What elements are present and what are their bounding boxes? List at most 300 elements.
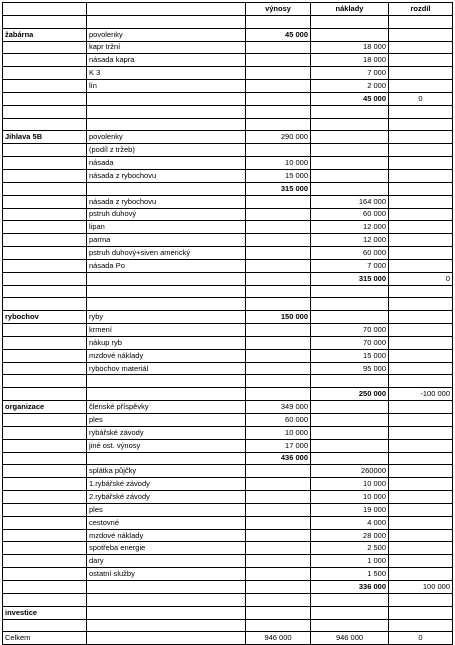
item-cell[interactable]: (podíl z tržeb)	[87, 144, 246, 157]
costs-cell[interactable]	[311, 401, 389, 414]
revenue-cell[interactable]	[246, 80, 311, 93]
table-row	[3, 234, 453, 247]
costs-cell[interactable]: 70 000	[311, 336, 389, 349]
costs-cell[interactable]: 28 000	[311, 529, 389, 542]
costs-cell[interactable]	[311, 144, 389, 157]
item-cell[interactable]: pstruh duhový+siven americký	[87, 247, 246, 260]
costs-cell[interactable]: 60 000	[311, 208, 389, 221]
costs-cell[interactable]: 7 000	[311, 67, 389, 80]
revenue-cell[interactable]	[246, 41, 311, 54]
diff-cell[interactable]	[389, 426, 453, 439]
item-cell[interactable]: nákup ryb	[87, 336, 246, 349]
revenue-cell[interactable]: 290 000	[246, 131, 311, 144]
table-row	[3, 452, 453, 465]
revenue-cell[interactable]	[246, 478, 311, 491]
revenue-cell[interactable]	[246, 375, 311, 388]
item-cell[interactable]	[87, 580, 246, 593]
section-cell[interactable]	[3, 619, 87, 632]
header-cell-item[interactable]	[87, 3, 246, 16]
costs-cell[interactable]: 70 000	[311, 324, 389, 337]
costs-cell[interactable]: 1 000	[311, 555, 389, 568]
revenue-cell[interactable]	[246, 15, 311, 28]
table-row	[3, 259, 453, 272]
diff-cell[interactable]	[389, 414, 453, 427]
section-cell[interactable]	[3, 593, 87, 606]
section-cell[interactable]	[3, 478, 87, 491]
table-row	[3, 491, 453, 504]
section-cell[interactable]	[3, 144, 87, 157]
costs-cell[interactable]	[311, 118, 389, 131]
total-label[interactable]: Celkem	[3, 632, 87, 645]
diff-cell[interactable]	[389, 157, 453, 170]
costs-cell[interactable]: 15 000	[311, 349, 389, 362]
item-cell[interactable]	[87, 92, 246, 105]
costs-cell[interactable]: 336 000	[311, 580, 389, 593]
item-cell[interactable]: násada z rybochovu	[87, 169, 246, 182]
item-cell[interactable]: rybářské závody	[87, 426, 246, 439]
item-cell[interactable]: násada z rybochovu	[87, 195, 246, 208]
revenue-cell[interactable]	[246, 529, 311, 542]
revenue-cell[interactable]	[246, 491, 311, 504]
table-row	[3, 349, 453, 362]
revenue-cell[interactable]	[246, 105, 311, 118]
item-cell[interactable]: parma	[87, 234, 246, 247]
item-cell[interactable]	[87, 593, 246, 606]
revenue-cell[interactable]	[246, 516, 311, 529]
revenue-cell[interactable]: 15 000	[246, 169, 311, 182]
revenue-cell[interactable]	[246, 555, 311, 568]
section-cell[interactable]	[3, 234, 87, 247]
table-row	[3, 503, 453, 516]
table-row	[3, 298, 453, 311]
diff-cell[interactable]	[389, 516, 453, 529]
revenue-cell[interactable]: 60 000	[246, 414, 311, 427]
table-row	[3, 388, 453, 401]
revenue-cell[interactable]	[246, 259, 311, 272]
costs-cell[interactable]: 95 000	[311, 362, 389, 375]
diff-cell[interactable]	[389, 362, 453, 375]
header-cell-section[interactable]	[3, 3, 87, 16]
costs-cell[interactable]: 18 000	[311, 41, 389, 54]
item-cell[interactable]: ples	[87, 414, 246, 427]
item-cell[interactable]	[87, 298, 246, 311]
item-cell[interactable]: jiné ost. výnosy	[87, 439, 246, 452]
table-row	[3, 285, 453, 298]
section-cell[interactable]	[3, 195, 87, 208]
diff-cell[interactable]: -100 000	[389, 388, 453, 401]
costs-cell[interactable]	[311, 15, 389, 28]
item-cell[interactable]	[87, 619, 246, 632]
item-cell[interactable]	[87, 452, 246, 465]
section-cell[interactable]	[3, 426, 87, 439]
item-cell[interactable]	[87, 105, 246, 118]
revenue-cell[interactable]	[246, 234, 311, 247]
diff-cell[interactable]	[389, 568, 453, 581]
revenue-cell[interactable]	[246, 542, 311, 555]
diff-cell[interactable]	[389, 182, 453, 195]
diff-cell[interactable]	[389, 336, 453, 349]
table-row	[3, 362, 453, 375]
diff-cell[interactable]	[389, 80, 453, 93]
costs-cell[interactable]: 2 500	[311, 542, 389, 555]
diff-cell[interactable]	[389, 439, 453, 452]
total-costs[interactable]: 946 000	[311, 632, 389, 645]
table-row	[3, 157, 453, 170]
table-row	[3, 118, 453, 131]
table-row	[3, 465, 453, 478]
section-cell[interactable]: Jihlava 5B	[3, 131, 87, 144]
diff-cell[interactable]	[389, 131, 453, 144]
table-row	[3, 606, 453, 619]
table-row	[3, 272, 453, 285]
diff-cell[interactable]	[389, 529, 453, 542]
item-cell[interactable]: mzdové náklady	[87, 529, 246, 542]
section-cell[interactable]	[3, 247, 87, 260]
table-row	[3, 131, 453, 144]
section-cell[interactable]	[3, 542, 87, 555]
diff-cell[interactable]	[389, 298, 453, 311]
item-cell[interactable]	[87, 388, 246, 401]
diff-cell[interactable]	[389, 555, 453, 568]
diff-cell[interactable]	[389, 542, 453, 555]
item-cell[interactable]	[87, 272, 246, 285]
table-row	[3, 182, 453, 195]
item-cell[interactable]: kapr tržní	[87, 41, 246, 54]
diff-cell[interactable]	[389, 105, 453, 118]
diff-cell[interactable]	[389, 375, 453, 388]
revenue-cell[interactable]	[246, 118, 311, 131]
table-row	[3, 426, 453, 439]
revenue-cell[interactable]: 17 000	[246, 439, 311, 452]
costs-cell[interactable]	[311, 28, 389, 41]
costs-cell[interactable]: 12 000	[311, 221, 389, 234]
item-cell[interactable]: K 3	[87, 67, 246, 80]
revenue-cell[interactable]	[246, 221, 311, 234]
costs-cell[interactable]	[311, 606, 389, 619]
diff-cell[interactable]	[389, 169, 453, 182]
revenue-cell[interactable]	[246, 92, 311, 105]
table-row	[3, 67, 453, 80]
section-cell[interactable]	[3, 414, 87, 427]
diff-cell[interactable]: 0	[389, 272, 453, 285]
item-cell[interactable]: členské příspěvky	[87, 401, 246, 414]
section-cell[interactable]	[3, 118, 87, 131]
revenue-cell[interactable]	[246, 195, 311, 208]
costs-cell[interactable]: 19 000	[311, 503, 389, 516]
header-row	[3, 3, 453, 16]
item-cell[interactable]: násada	[87, 157, 246, 170]
section-cell[interactable]	[3, 362, 87, 375]
diff-cell[interactable]	[389, 478, 453, 491]
table-row	[3, 41, 453, 54]
item-cell[interactable]: splátka půjčky	[87, 465, 246, 478]
section-cell[interactable]	[3, 157, 87, 170]
header-revenue[interactable]: výnosy	[246, 3, 311, 16]
table-row	[3, 28, 453, 41]
table-row	[3, 375, 453, 388]
costs-cell[interactable]: 164 000	[311, 195, 389, 208]
item-cell[interactable]: povolenky	[87, 131, 246, 144]
costs-cell[interactable]: 2 000	[311, 80, 389, 93]
diff-cell[interactable]	[389, 619, 453, 632]
costs-cell[interactable]	[311, 452, 389, 465]
section-cell[interactable]	[3, 80, 87, 93]
table-row	[3, 247, 453, 260]
costs-cell[interactable]: 10 000	[311, 491, 389, 504]
section-cell[interactable]	[3, 580, 87, 593]
costs-cell[interactable]	[311, 298, 389, 311]
revenue-cell[interactable]: 150 000	[246, 311, 311, 324]
section-cell[interactable]	[3, 465, 87, 478]
diff-cell[interactable]	[389, 465, 453, 478]
revenue-cell[interactable]: 315 000	[246, 182, 311, 195]
section-cell[interactable]	[3, 324, 87, 337]
item-cell[interactable]: lipan	[87, 221, 246, 234]
diff-cell[interactable]	[389, 41, 453, 54]
costs-cell[interactable]	[311, 619, 389, 632]
table-row	[3, 324, 453, 337]
item-cell[interactable]	[87, 285, 246, 298]
diff-cell[interactable]: 0	[389, 92, 453, 105]
section-cell[interactable]	[3, 259, 87, 272]
revenue-cell[interactable]	[246, 362, 311, 375]
revenue-cell[interactable]	[246, 67, 311, 80]
diff-cell[interactable]	[389, 28, 453, 41]
diff-cell[interactable]	[389, 221, 453, 234]
costs-cell[interactable]: 45 000	[311, 92, 389, 105]
section-cell[interactable]	[3, 349, 87, 362]
diff-cell[interactable]	[389, 208, 453, 221]
section-cell[interactable]	[3, 491, 87, 504]
table-row	[3, 105, 453, 118]
table-row	[3, 144, 453, 157]
table-row	[3, 169, 453, 182]
diff-cell[interactable]: 100 000	[389, 580, 453, 593]
revenue-cell[interactable]: 349 000	[246, 401, 311, 414]
costs-cell[interactable]	[311, 182, 389, 195]
table-row	[3, 516, 453, 529]
revenue-cell[interactable]: 10 000	[246, 157, 311, 170]
section-cell[interactable]: žabárna	[3, 28, 87, 41]
table-row	[3, 478, 453, 491]
table-row	[3, 80, 453, 93]
section-cell[interactable]	[3, 41, 87, 54]
table-row	[3, 401, 453, 414]
item-cell[interactable]: ryby	[87, 311, 246, 324]
revenue-cell[interactable]	[246, 336, 311, 349]
costs-cell[interactable]: 1 500	[311, 568, 389, 581]
item-cell[interactable]	[87, 182, 246, 195]
item-cell[interactable]: cestovné	[87, 516, 246, 529]
section-cell[interactable]	[3, 336, 87, 349]
costs-cell[interactable]	[311, 131, 389, 144]
diff-cell[interactable]	[389, 15, 453, 28]
total-empty-cell[interactable]	[87, 632, 246, 645]
diff-cell[interactable]	[389, 503, 453, 516]
costs-cell[interactable]	[311, 157, 389, 170]
costs-cell[interactable]: 250 000	[311, 388, 389, 401]
section-cell[interactable]	[3, 516, 87, 529]
table-body	[3, 3, 453, 645]
header-diff[interactable]: rozdíl	[389, 3, 453, 16]
section-cell[interactable]	[3, 529, 87, 542]
revenue-cell[interactable]	[246, 144, 311, 157]
revenue-cell[interactable]	[246, 606, 311, 619]
item-cell[interactable]	[87, 15, 246, 28]
costs-cell[interactable]: 315 000	[311, 272, 389, 285]
table-row	[3, 580, 453, 593]
item-cell[interactable]: násada kapra	[87, 54, 246, 67]
revenue-cell[interactable]	[246, 208, 311, 221]
table-row	[3, 439, 453, 452]
diff-cell[interactable]	[389, 118, 453, 131]
revenue-cell[interactable]	[246, 465, 311, 478]
table-row	[3, 542, 453, 555]
section-cell[interactable]	[3, 105, 87, 118]
revenue-cell[interactable]	[246, 580, 311, 593]
revenue-cell[interactable]	[246, 247, 311, 260]
table-row	[3, 555, 453, 568]
table-row	[3, 336, 453, 349]
diff-cell[interactable]	[389, 54, 453, 67]
item-cell[interactable]	[87, 606, 246, 619]
section-cell[interactable]	[3, 15, 87, 28]
table-row	[3, 208, 453, 221]
revenue-cell[interactable]: 10 000	[246, 426, 311, 439]
table-row	[3, 195, 453, 208]
item-cell[interactable]: povolenky	[87, 28, 246, 41]
budget-table	[2, 2, 453, 645]
costs-cell[interactable]: 4 000	[311, 516, 389, 529]
item-cell[interactable]: 1.rybářské závody	[87, 478, 246, 491]
revenue-cell[interactable]	[246, 503, 311, 516]
revenue-cell[interactable]	[246, 285, 311, 298]
table-row	[3, 54, 453, 67]
costs-cell[interactable]	[311, 169, 389, 182]
section-cell[interactable]	[3, 67, 87, 80]
costs-cell[interactable]: 18 000	[311, 54, 389, 67]
diff-cell[interactable]	[389, 144, 453, 157]
revenue-cell[interactable]	[246, 593, 311, 606]
section-cell[interactable]: rybochov	[3, 311, 87, 324]
item-cell[interactable]: 2.rybářské závody	[87, 491, 246, 504]
section-cell[interactable]	[3, 298, 87, 311]
revenue-cell[interactable]	[246, 54, 311, 67]
table-row	[3, 529, 453, 542]
header-costs[interactable]: náklady	[311, 3, 389, 16]
item-cell[interactable]: lín	[87, 80, 246, 93]
diff-cell[interactable]	[389, 349, 453, 362]
item-cell[interactable]	[87, 375, 246, 388]
revenue-cell[interactable]: 436 000	[246, 452, 311, 465]
revenue-cell[interactable]	[246, 272, 311, 285]
item-cell[interactable]: ples	[87, 503, 246, 516]
revenue-cell[interactable]: 45 000	[246, 28, 311, 41]
section-cell[interactable]	[3, 92, 87, 105]
section-cell[interactable]	[3, 388, 87, 401]
costs-cell[interactable]: 12 000	[311, 234, 389, 247]
diff-cell[interactable]	[389, 311, 453, 324]
diff-cell[interactable]	[389, 285, 453, 298]
costs-cell[interactable]	[311, 105, 389, 118]
section-cell[interactable]	[3, 272, 87, 285]
revenue-cell[interactable]	[246, 619, 311, 632]
total-diff[interactable]: 0	[389, 632, 453, 645]
revenue-cell[interactable]	[246, 349, 311, 362]
item-cell[interactable]: násada Po	[87, 259, 246, 272]
section-cell[interactable]	[3, 221, 87, 234]
costs-cell[interactable]: 260000	[311, 465, 389, 478]
section-cell[interactable]	[3, 503, 87, 516]
section-cell[interactable]	[3, 439, 87, 452]
costs-cell[interactable]: 7 000	[311, 259, 389, 272]
item-cell[interactable]: dary	[87, 555, 246, 568]
item-cell[interactable]: krmení	[87, 324, 246, 337]
section-cell[interactable]	[3, 555, 87, 568]
section-cell[interactable]	[3, 208, 87, 221]
diff-cell[interactable]	[389, 452, 453, 465]
diff-cell[interactable]	[389, 234, 453, 247]
section-cell[interactable]	[3, 375, 87, 388]
section-cell[interactable]	[3, 568, 87, 581]
table-row	[3, 568, 453, 581]
revenue-cell[interactable]	[246, 568, 311, 581]
section-cell[interactable]	[3, 182, 87, 195]
diff-cell[interactable]	[389, 67, 453, 80]
item-cell[interactable]: spotřeba energie	[87, 542, 246, 555]
diff-cell[interactable]	[389, 401, 453, 414]
diff-cell[interactable]	[389, 259, 453, 272]
section-cell[interactable]: investice	[3, 606, 87, 619]
section-cell[interactable]	[3, 452, 87, 465]
item-cell[interactable]	[87, 118, 246, 131]
item-cell[interactable]: rybochov materiál	[87, 362, 246, 375]
costs-cell[interactable]	[311, 426, 389, 439]
revenue-cell[interactable]	[246, 298, 311, 311]
section-cell[interactable]	[3, 169, 87, 182]
revenue-cell[interactable]	[246, 388, 311, 401]
table-row	[3, 221, 453, 234]
costs-cell[interactable]	[311, 311, 389, 324]
costs-cell[interactable]: 10 000	[311, 478, 389, 491]
section-cell[interactable]: organizace	[3, 401, 87, 414]
costs-cell[interactable]: 60 000	[311, 247, 389, 260]
diff-cell[interactable]	[389, 593, 453, 606]
diff-cell[interactable]	[389, 247, 453, 260]
costs-cell[interactable]	[311, 375, 389, 388]
section-cell[interactable]	[3, 54, 87, 67]
item-cell[interactable]: pstruh duhový	[87, 208, 246, 221]
costs-cell[interactable]	[311, 439, 389, 452]
costs-cell[interactable]	[311, 285, 389, 298]
diff-cell[interactable]	[389, 606, 453, 619]
costs-cell[interactable]	[311, 414, 389, 427]
diff-cell[interactable]	[389, 324, 453, 337]
diff-cell[interactable]	[389, 491, 453, 504]
table-row	[3, 619, 453, 632]
revenue-cell[interactable]	[246, 324, 311, 337]
table-row	[3, 92, 453, 105]
table-row	[3, 15, 453, 28]
table-row	[3, 593, 453, 606]
item-cell[interactable]: ostatní služby	[87, 568, 246, 581]
section-cell[interactable]	[3, 285, 87, 298]
diff-cell[interactable]	[389, 195, 453, 208]
total-revenue[interactable]: 946 000	[246, 632, 311, 645]
table-row	[3, 311, 453, 324]
item-cell[interactable]: mzdové náklady	[87, 349, 246, 362]
costs-cell[interactable]	[311, 593, 389, 606]
